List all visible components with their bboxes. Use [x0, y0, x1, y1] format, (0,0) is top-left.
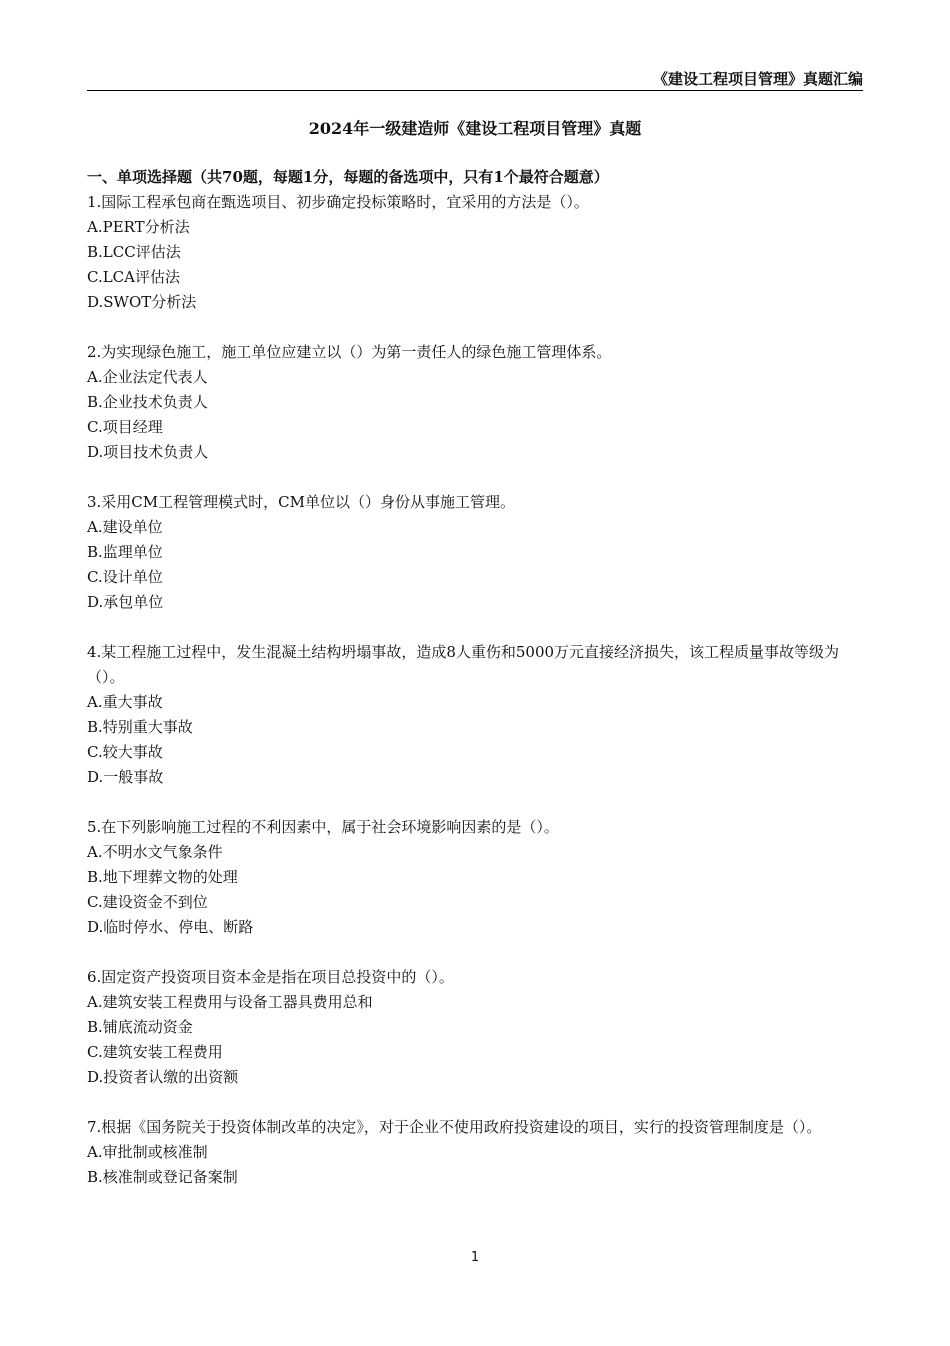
option-d: D.承包单位	[87, 593, 164, 611]
page-number: 1	[470, 1250, 480, 1265]
header-rule	[87, 90, 863, 91]
question-6	[87, 965, 863, 1090]
question-5	[87, 815, 863, 940]
option-b: B.监理单位	[87, 543, 163, 561]
option-a: A.不明水文气象条件	[87, 843, 223, 861]
question-stem: 7.根据《国务院关于投资体制改革的决定》，对于企业不使用政府投资建设的项目，实行的投资管理制度是（）。	[87, 1118, 822, 1136]
running-header: 《建设工程项目管理》真题汇编	[652, 70, 863, 88]
option-b: B.LCC评估法	[87, 243, 181, 261]
option-c: C.建筑安装工程费用	[87, 1043, 223, 1061]
question-stem: 4.某工程施工过程中，发生混凝土结构坍塌事故，造成8人重伤和5000万元直接经济损失，该工程质量事故等级为（）。	[87, 643, 840, 686]
question-2	[87, 340, 863, 465]
option-c: C.项目经理	[87, 418, 163, 436]
option-d: D.SWOT分析法	[87, 293, 197, 311]
question-1	[87, 190, 863, 315]
option-b: B.特别重大事故	[87, 718, 193, 736]
option-c: C.建设资金不到位	[87, 893, 208, 911]
option-c: C.LCA评估法	[87, 268, 180, 286]
option-d: D.临时停水、停电、断路	[87, 918, 254, 936]
option-d: D.项目技术负责人	[87, 443, 209, 461]
option-c: C.设计单位	[87, 568, 163, 586]
option-d: D.一般事故	[87, 768, 164, 786]
option-a: A.重大事故	[87, 693, 163, 711]
option-a: A.建设单位	[87, 518, 163, 536]
option-a: A.PERT分析法	[87, 218, 190, 236]
question-stem: 6.固定资产投资项目资本金是指在项目总投资中的（）。	[87, 968, 454, 986]
question-7	[87, 1115, 863, 1190]
question-4	[87, 640, 863, 790]
option-b: B.地下埋葬文物的处理	[87, 868, 238, 886]
question-stem: 5.在下列影响施工过程的不利因素中，属于社会环境影响因素的是（）。	[87, 818, 559, 836]
option-b: B.铺底流动资金	[87, 1018, 193, 1036]
question-stem: 3.采用CM工程管理模式时，CM单位以（）身份从事施工管理。	[87, 493, 515, 511]
option-c: C.较大事故	[87, 743, 163, 761]
question-3	[87, 490, 863, 615]
option-d: D.投资者认缴的出资额	[87, 1068, 239, 1086]
option-a: A.审批制或核准制	[87, 1143, 208, 1161]
option-a: A.企业法定代表人	[87, 368, 208, 386]
exam-content	[87, 165, 863, 1190]
document-title: 2024年一级建造师《建设工程项目管理》真题	[308, 119, 642, 138]
option-b: B.企业技术负责人	[87, 393, 208, 411]
section-heading: 一、单项选择题（共70题，每题1分，每题的备选项中，只有1个最符合题意）	[87, 168, 609, 186]
option-b: B.核准制或登记备案制	[87, 1168, 238, 1186]
question-stem: 1.国际工程承包商在甄选项目、初步确定投标策略时，宜采用的方法是（）。	[87, 193, 589, 211]
option-a: A.建筑安装工程费用与设备工器具费用总和	[87, 993, 373, 1011]
question-stem: 2.为实现绿色施工，施工单位应建立以（）为第一责任人的绿色施工管理体系。	[87, 343, 612, 361]
